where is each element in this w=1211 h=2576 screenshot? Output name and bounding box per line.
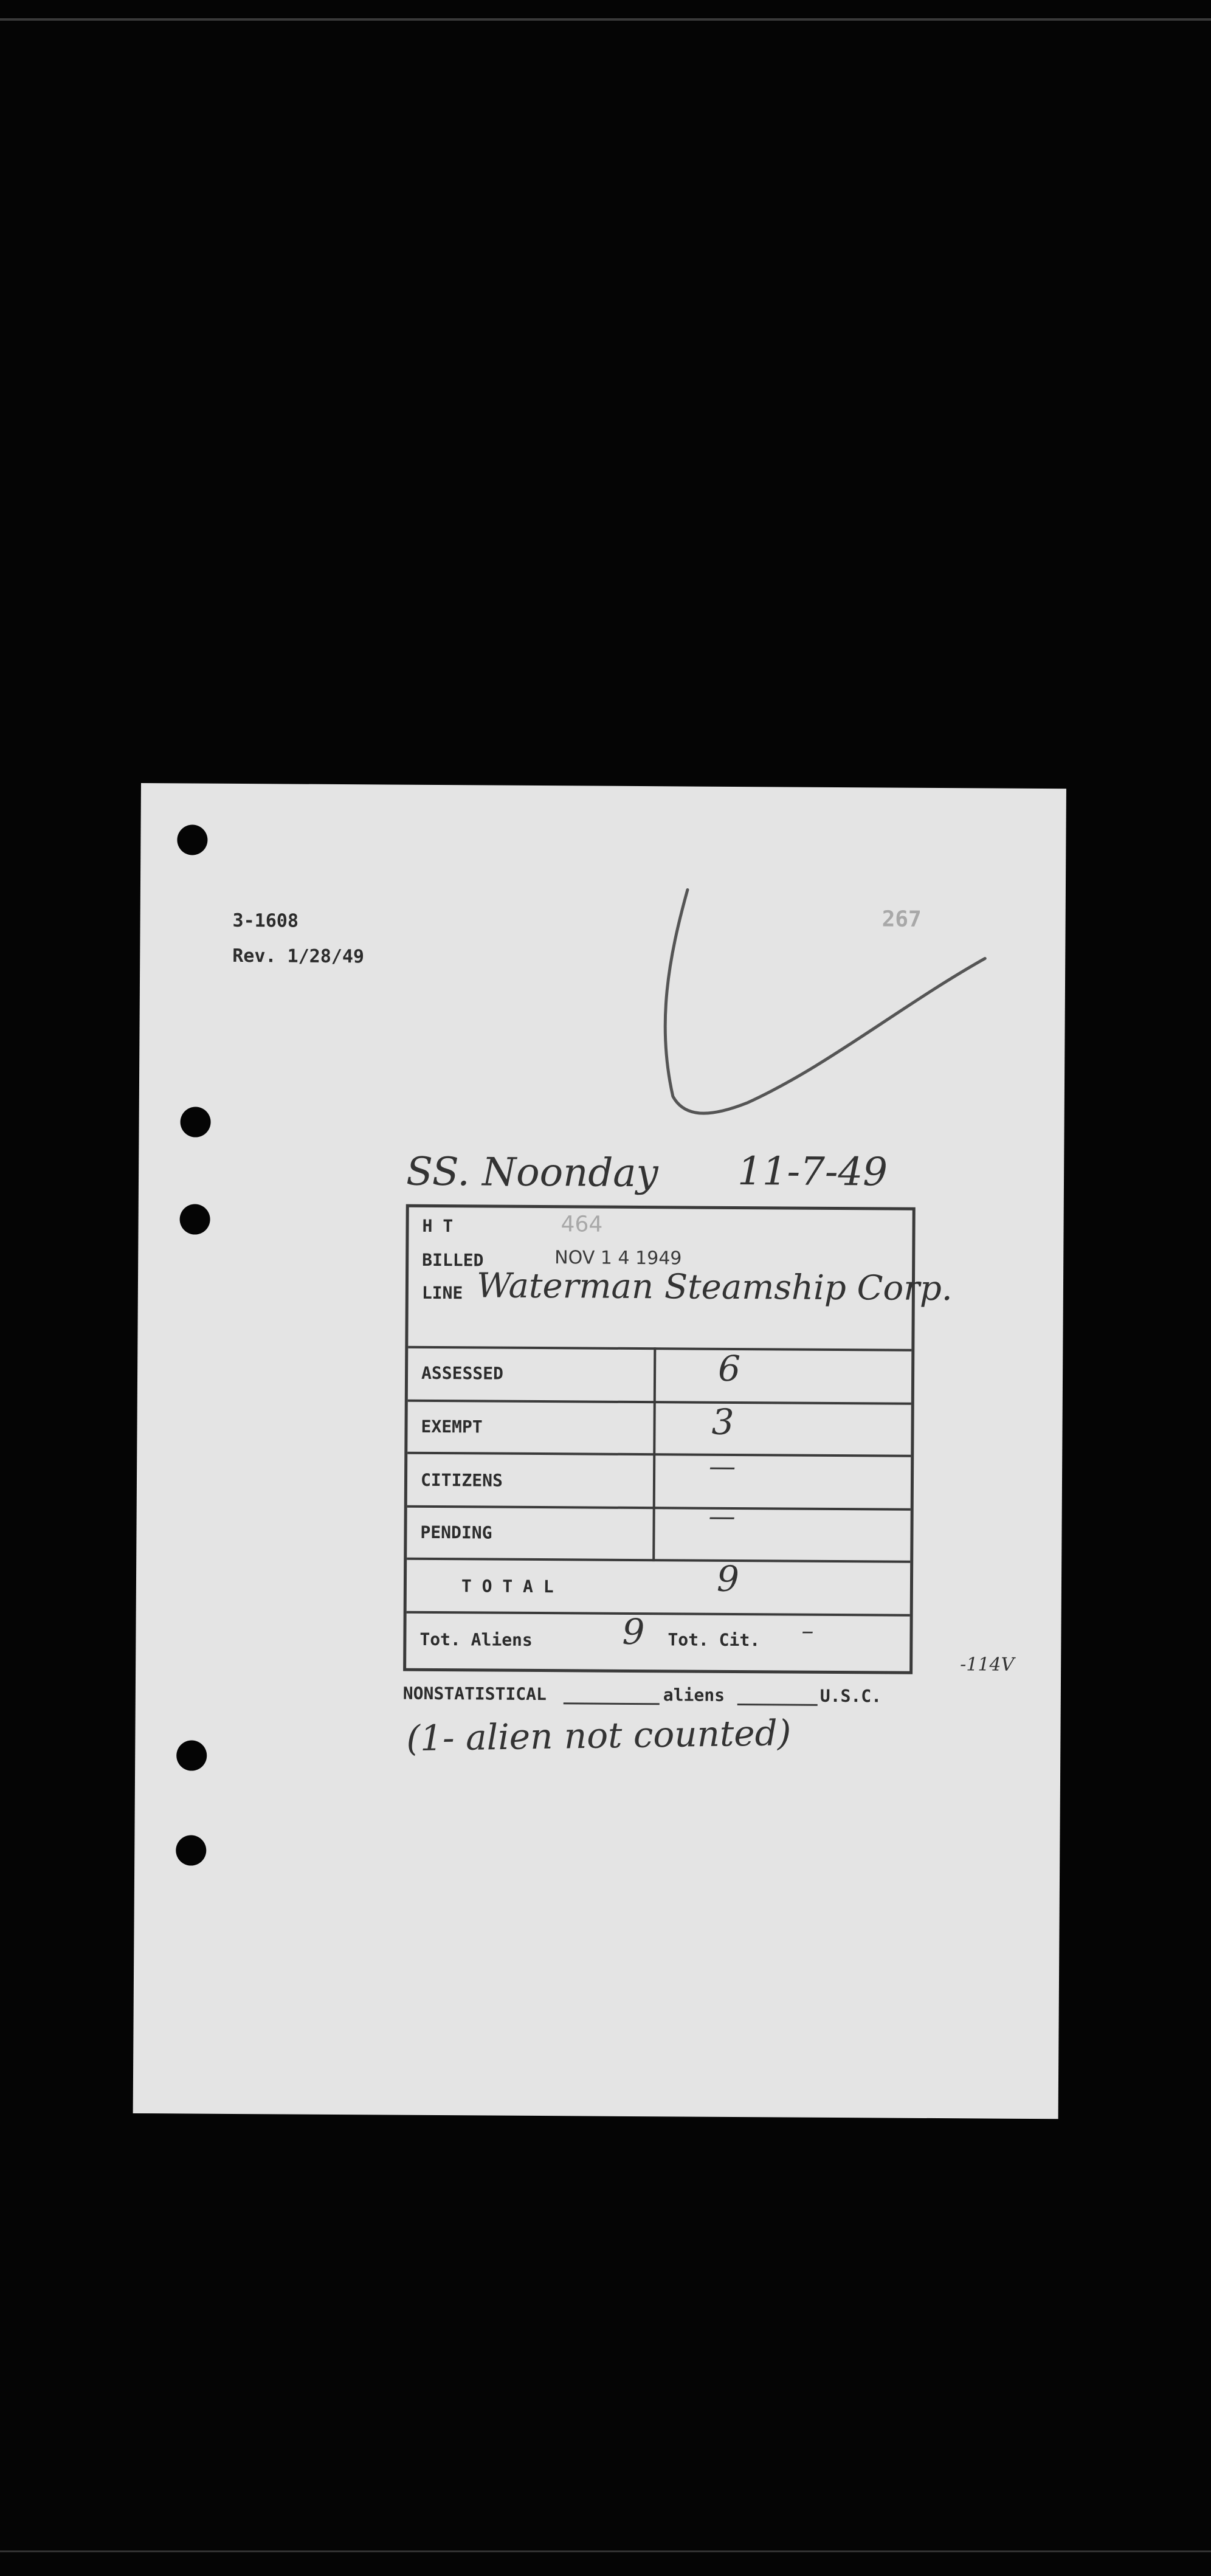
row-label-assessed: ASSESSED: [421, 1362, 504, 1384]
form-number: 3-1608: [232, 910, 299, 932]
form-table: [403, 1204, 953, 1674]
billed-label: BILLED: [422, 1249, 484, 1271]
binder-hole: [176, 1835, 206, 1865]
ht-number: 464: [561, 1212, 603, 1237]
binder-hole: [176, 1740, 207, 1770]
binder-hole: [177, 824, 207, 855]
billed-date-stamp: NOV 1 4 1949: [554, 1247, 682, 1269]
total-label: T O T A L: [461, 1576, 554, 1597]
total-value: 9: [716, 1558, 740, 1600]
nonstatistical-blank: [564, 1702, 660, 1705]
page-number: 267: [882, 906, 922, 932]
row-value-pending: —: [708, 1500, 736, 1532]
arrival-date: 11-7-49: [737, 1149, 888, 1195]
row-label-pending: PENDING: [420, 1522, 492, 1543]
ht-label: H T: [422, 1215, 454, 1237]
tot-cit-label: Tot. Cit.: [668, 1629, 761, 1651]
check-mark-icon: [643, 883, 1010, 1141]
tot-aliens-value: 9: [622, 1611, 645, 1653]
nonstatistical-label: NONSTATISTICAL: [402, 1683, 547, 1705]
scan-edge-top: [0, 18, 1211, 21]
margin-note: -114V: [960, 1654, 1015, 1676]
aliens-label: aliens: [663, 1685, 725, 1705]
tot-aliens-label: Tot. Aliens: [419, 1629, 533, 1650]
line-name: Waterman Steamship Corp.: [476, 1266, 953, 1309]
row-label-exempt: EXEMPT: [421, 1416, 483, 1437]
row-value-citizens: —: [708, 1451, 736, 1482]
row-label-citizens: CITIZENS: [420, 1469, 503, 1491]
line-label: LINE: [421, 1282, 463, 1304]
form-revision: Rev. 1/28/49: [232, 945, 365, 968]
tot-cit-value: –: [801, 1617, 814, 1645]
form-page: [133, 783, 1066, 2119]
handwritten-note: (1- alien not counted): [405, 1711, 792, 1759]
row-value-exempt: 3: [711, 1401, 734, 1443]
scan-edge-bottom: [0, 2550, 1211, 2552]
binder-hole: [179, 1204, 210, 1234]
vessel-name: SS. Noonday: [405, 1149, 658, 1196]
aliens-blank: [737, 1704, 818, 1706]
usc-label: U.S.C.: [819, 1685, 882, 1707]
row-value-assessed: 6: [717, 1347, 741, 1390]
binder-hole: [180, 1107, 210, 1137]
